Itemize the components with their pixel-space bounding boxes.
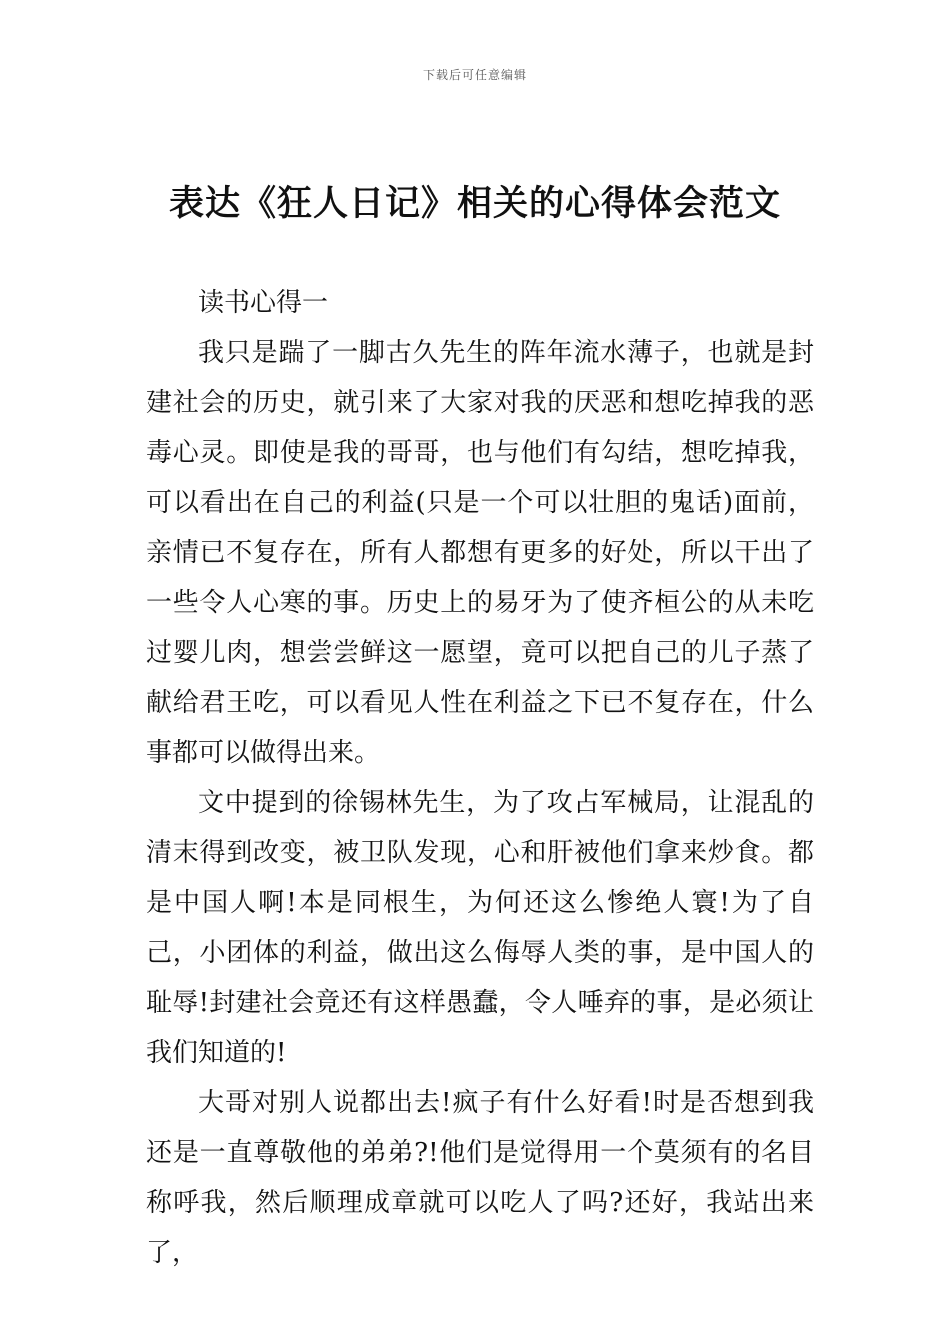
header-note: 下载后可任意编辑 — [422, 68, 527, 82]
paragraph-1: 我只是踹了一脚古久先生的阵年流水薄子，也就是封建社会的历史，就引来了大家对我的厌恶和想吃掉我的恶毒心灵。即使是我的哥哥，也与他们有勾结，想吃掉我，可以看出在自己的利益(只是一个可以壮胆的鬼话)面前，亲情已不复存在，所有人都想有更多的好处，所以干出了一些令人心寒的事。历史上的易牙为了使齐桓公的从未吃过婴儿肉，想尝尝鲜这一愿望，竟可以把自己的儿子蒸了献给君王吃，可以看见人性在利益之下已不复存在，什么事都可以做得出来。 — [146, 338, 814, 768]
document-body — [146, 278, 814, 1278]
document-title: 表达《狂人日记》相关的心得体会范文 — [168, 184, 781, 224]
section-heading: 读书心得一 — [198, 288, 329, 318]
paragraph-3: 大哥对别人说都出去!疯子有什么好看!时是否想到我还是一直尊敬他的弟弟?!他们是觉得用一个莫须有的名目称呼我，然后顺理成章就可以吃人了吗?还好，我站出来了， — [146, 1088, 814, 1268]
paragraph-2: 文中提到的徐锡林先生，为了攻占军械局，让混乱的清末得到改变，被卫队发现，心和肝被他们拿来炒食。都是中国人啊!本是同根生，为何还这么惨绝人寰!为了自己，小团体的利益，做出这么侮辱人类的事，是中国人的耻辱!封建社会竟还有这样愚蠢，令人唾弃的事，是必须让我们知道的! — [146, 788, 814, 1068]
